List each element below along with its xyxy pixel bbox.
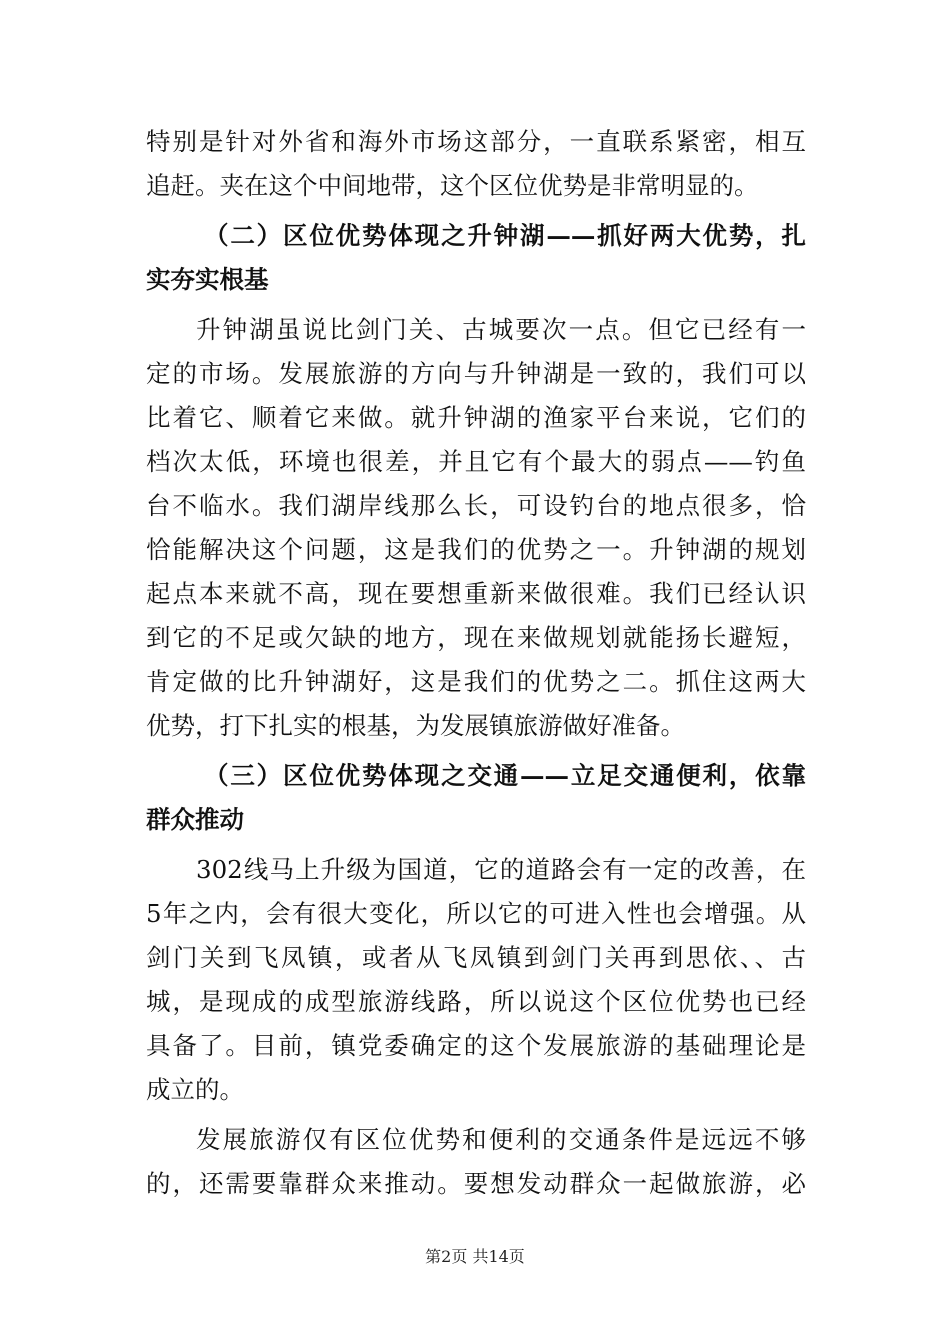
heading-line: 群众推动 xyxy=(146,805,244,834)
heading-line: （三）区位优势体现之交通——立足交通便利，依靠 xyxy=(204,761,806,790)
text-line: 具备了。目前，镇党委确定的这个发展旅游的基础理论是 xyxy=(146,1031,806,1060)
text-line: 到它的不足或欠缺的地方，现在来做规划就能扬长避短， xyxy=(146,623,806,652)
paragraph-shengzhonghu xyxy=(146,308,806,748)
text-line: 档次太低，环境也很差，并且它有个最大的弱点——钓鱼 xyxy=(146,447,806,476)
text-line: 特别是针对外省和海外市场这部分，一直联系紧密，相互 xyxy=(146,127,806,156)
text-line: 发展旅游仅有区位优势和便利的交通条件是远远不够 xyxy=(196,1125,806,1154)
text-line: 优势，打下扎实的根基，为发展镇旅游做好准备。 xyxy=(146,711,685,740)
text-line: 5年之内，会有很大变化，所以它的可进入性也会增强。从 xyxy=(146,899,806,928)
section-heading-3 xyxy=(146,754,806,842)
text-line: 定的市场。发展旅游的方向与升钟湖是一致的，我们可以 xyxy=(146,359,806,388)
text-line: 的，还需要靠群众来推动。要想发动群众一起做旅游，必 xyxy=(146,1169,806,1198)
text-line: 302线马上升级为国道，它的道路会有一定的改善，在 xyxy=(196,855,806,884)
text-line: 城，是现成的成型旅游线路，所以说这个区位优势也已经 xyxy=(146,987,806,1016)
text-line: 升钟湖虽说比剑门关、古城要次一点。但它已经有一 xyxy=(196,315,806,344)
page-number-label: 第2页 共14页 xyxy=(425,1247,525,1266)
text-line: 起点本来就不高，现在要想重新来做很难。我们已经认识 xyxy=(146,579,806,608)
text-line: 成立的。 xyxy=(146,1075,244,1104)
text-line: 追赶。夹在这个中间地带，这个区位优势是非常明显的。 xyxy=(146,171,759,200)
page-number-footer xyxy=(0,1244,950,1267)
document-body xyxy=(146,120,806,1212)
heading-line: （二）区位优势体现之升钟湖——抓好两大优势，扎 xyxy=(204,221,806,250)
paragraph-traffic xyxy=(146,848,806,1112)
section-heading-2 xyxy=(146,214,806,302)
text-line: 肯定做的比升钟湖好，这是我们的优势之二。抓住这两大 xyxy=(146,667,806,696)
text-line: 台不临水。我们湖岸线那么长，可设钓台的地点很多，恰 xyxy=(146,491,806,520)
text-line: 剑门关到飞凤镇，或者从飞凤镇到剑门关再到思依、、古 xyxy=(146,943,806,972)
text-line: 恰能解决这个问题，这是我们的优势之一。升钟湖的规划 xyxy=(146,535,806,564)
text-line: 比着它、顺着它来做。就升钟湖的渔家平台来说，它们的 xyxy=(146,403,806,432)
heading-line: 实夯实根基 xyxy=(146,265,269,294)
paragraph-masses xyxy=(146,1118,806,1206)
paragraph-continuation xyxy=(146,120,806,208)
